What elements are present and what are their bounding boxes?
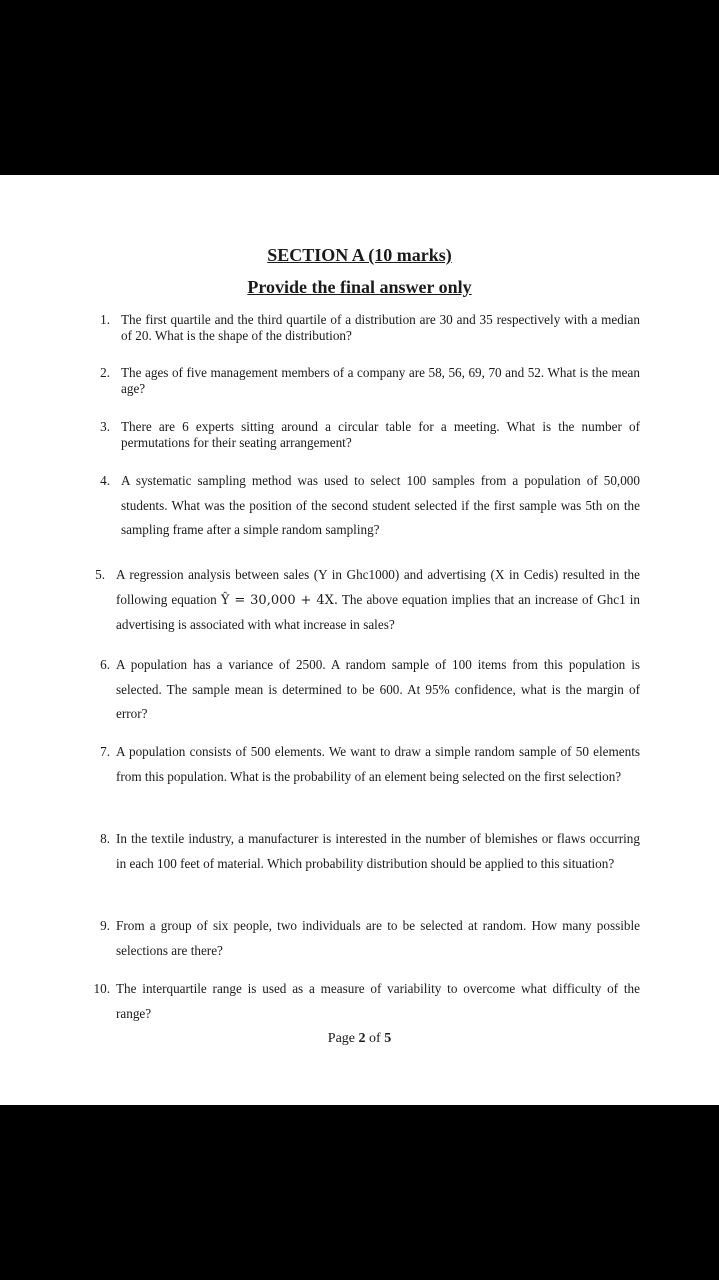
question-text-part: A regression analysis between sales (Y in Ghc1000) and advertising (X in Cedis) resulted in the following equation bbox=[116, 567, 640, 607]
question-text: From a group of six people, two individuals are to be selected at random. How many possible selections are there? bbox=[116, 918, 640, 958]
question-text: A population has a variance of 2500. A random sample of 100 items from this population is selected. The sample mean is determined to be 600. At 95% confidence, what is the margin of error? bbox=[116, 657, 640, 721]
question-text: A population consists of 500 elements. We want to draw a simple random sample of 50 elements from this population. What is the probability of an element being selected on the first selection? bbox=[116, 744, 640, 784]
question-number: 5. bbox=[95, 567, 105, 582]
question-number: 10. bbox=[93, 981, 110, 996]
question-number: 3. bbox=[100, 419, 110, 434]
question-text: The first quartile and the third quartile of a distribution are 30 and 35 respectively with a median of 20. What is the shape of the distribution? bbox=[121, 312, 640, 343]
question-number: 8. bbox=[100, 831, 110, 846]
question-text: A systematic sampling method was used to select 100 samples from a population of 50,000 students. What was the position of the second student selected if the first sample was 5th on the sampling frame after a simple random sampling? bbox=[121, 473, 640, 537]
page-number bbox=[0, 1031, 719, 1047]
question-number: 7. bbox=[100, 744, 110, 759]
question-text: The ages of five management members of a company are 58, 56, 69, 70 and 52. What is the mean age? bbox=[121, 365, 640, 396]
section-instruction: Provide the final answer only bbox=[247, 277, 472, 297]
regression-equation: Ŷ = 30,000 + 4X. bbox=[220, 592, 339, 608]
page-current: 2 bbox=[358, 1031, 366, 1046]
question-number: 6. bbox=[100, 657, 110, 672]
question-number: 1. bbox=[100, 312, 110, 327]
question-number: 4. bbox=[100, 473, 110, 488]
section-title: SECTION A (10 marks) bbox=[267, 245, 452, 265]
question-number: 2. bbox=[100, 365, 110, 380]
exam-page bbox=[0, 175, 719, 1105]
page-label: Page bbox=[327, 1031, 356, 1046]
question-text-part: The above equation implies that an increase of Ghc1 in advertising is associated with what increase in sales? bbox=[116, 591, 641, 632]
question-text: There are 6 experts sitting around a circular table for a meeting. What is the number of permutations for their seating arrangement? bbox=[121, 419, 640, 450]
question-text bbox=[116, 563, 640, 638]
question-number: 9. bbox=[100, 918, 110, 933]
page-separator: of bbox=[369, 1031, 381, 1046]
page-total: 5 bbox=[384, 1031, 392, 1046]
question-text: In the textile industry, a manufacturer is interested in the number of blemishes or flaws occurring in each 100 feet of material. Which probability distribution should be applied to this situation? bbox=[116, 831, 640, 871]
question-text: The interquartile range is used as a measure of variability to overcome what difficulty of the range? bbox=[116, 981, 640, 1021]
